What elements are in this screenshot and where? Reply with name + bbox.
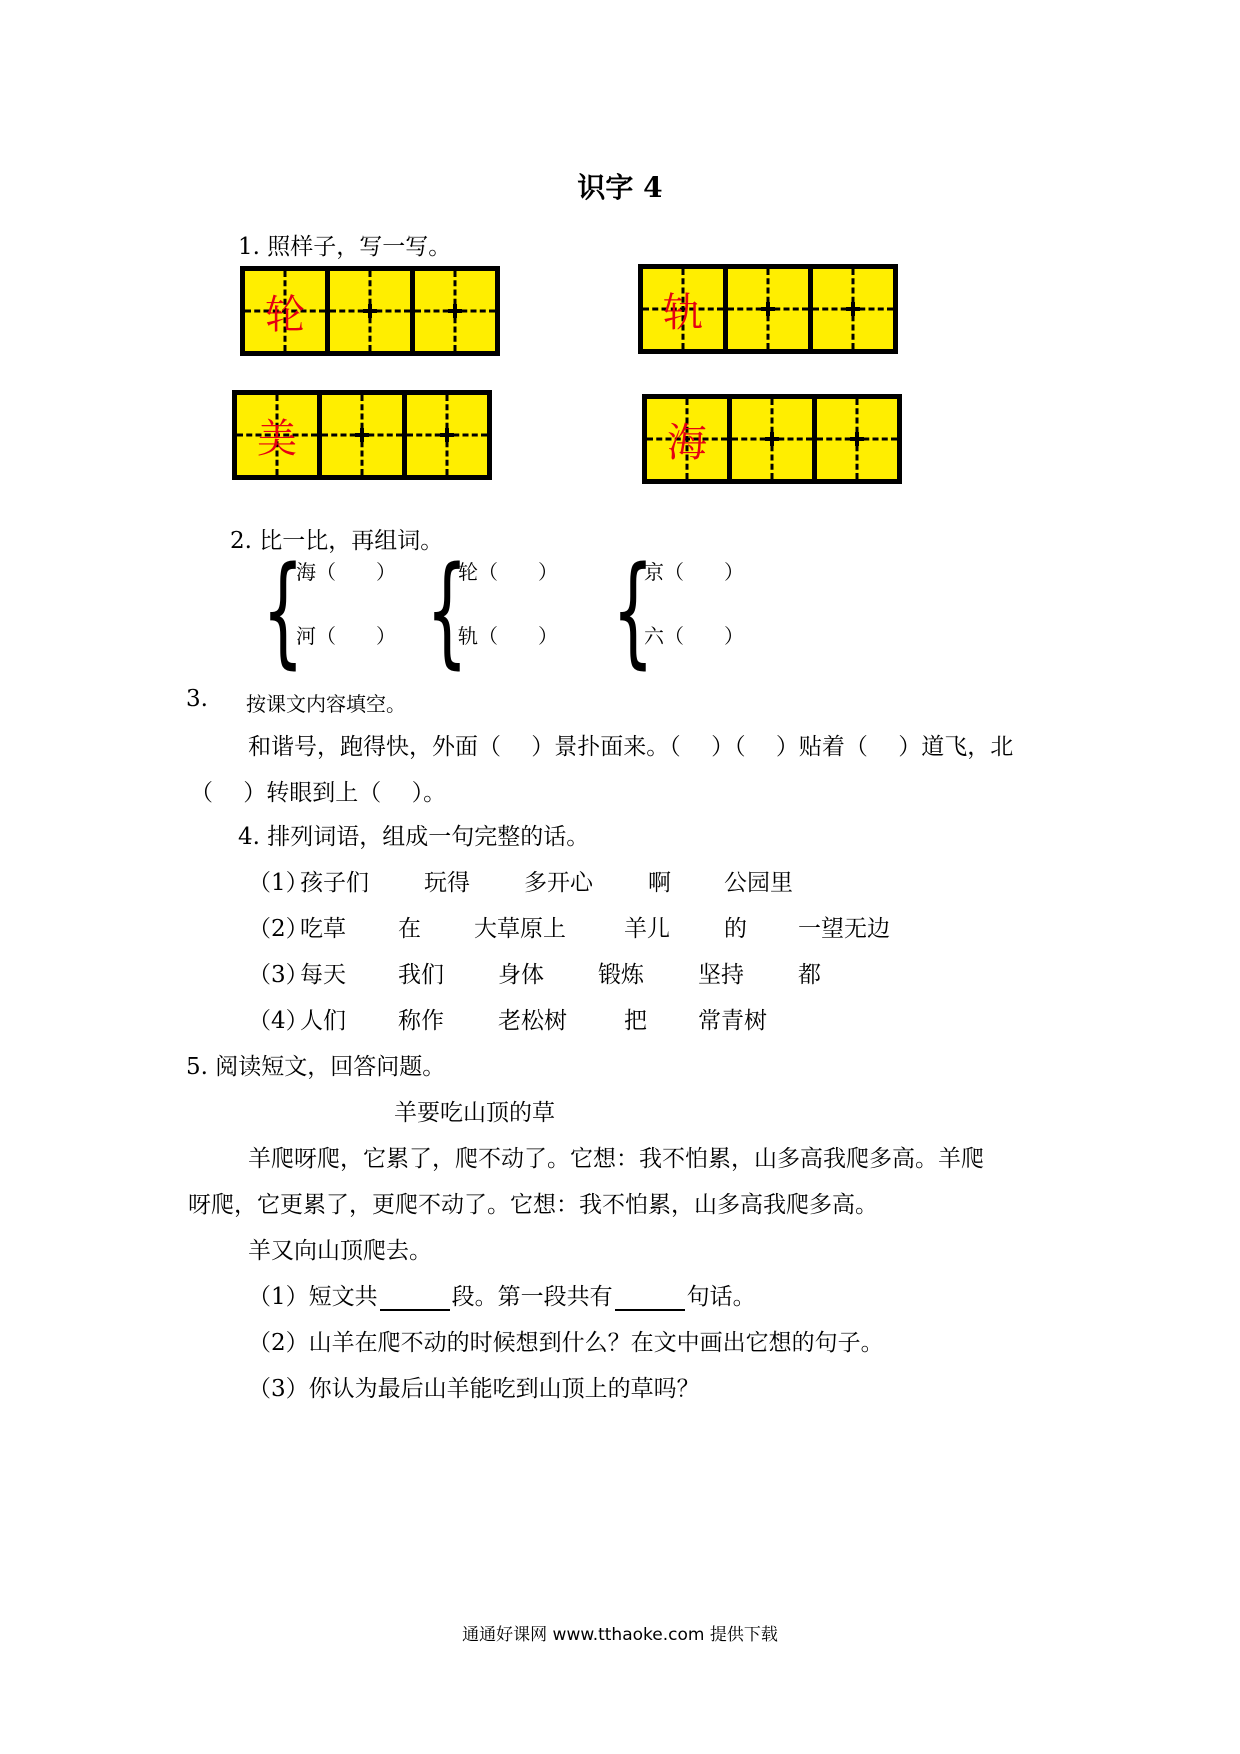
- q5-sub1: [248, 1278, 756, 1311]
- q5-sub2: （2）山羊在爬不动的时候想到什么？在文中画出它想的句子。: [248, 1330, 884, 1356]
- pair-bottom: 六（ ）: [644, 624, 744, 648]
- row-number: （4）: [248, 1008, 309, 1034]
- row-number: （2）: [248, 916, 309, 942]
- row-number: （3）: [248, 962, 309, 988]
- word: 把: [624, 1008, 647, 1034]
- q3-line2: （ ）转眼到上（ ）。: [190, 780, 447, 806]
- q1-label: 1. 照样子，写一写。: [238, 234, 452, 260]
- word: 都: [798, 962, 821, 988]
- word: 锻炼: [598, 962, 644, 988]
- sample-char: 海: [667, 419, 707, 466]
- pair-bottom: 河（ ）: [296, 624, 396, 648]
- grid-cell-sample: [232, 390, 322, 480]
- word: 在: [398, 916, 421, 942]
- sub1-text-b: 段。第一段共有: [451, 1284, 613, 1310]
- pair-bottom: 轨（ ）: [458, 624, 558, 648]
- q4-label: 4. 排列词语，组成一句完整的话。: [238, 824, 590, 850]
- grid-mei: [232, 390, 487, 480]
- word: 的: [724, 916, 747, 942]
- left-brace-icon: {: [426, 542, 468, 681]
- word: 大草原上: [474, 916, 566, 942]
- grid-cell-empty[interactable]: [325, 266, 415, 356]
- passage-title: 羊要吃山顶的草: [394, 1100, 555, 1126]
- passage-line-2: 呀爬，它更累了，更爬不动了。它想：我不怕累，山多高我爬多高。: [188, 1192, 878, 1218]
- grid-cell-empty[interactable]: [727, 394, 817, 484]
- word: 称作: [398, 1008, 444, 1034]
- pair-top: 轮（ ）: [458, 560, 558, 584]
- q5-label: 5. 阅读短文，回答问题。: [186, 1054, 446, 1080]
- word: 一望无边: [798, 916, 890, 942]
- word: 玩得: [424, 870, 470, 896]
- grid-cell-empty[interactable]: [317, 390, 407, 480]
- grid-cell-sample: [638, 264, 728, 354]
- grid-cell-empty[interactable]: [723, 264, 813, 354]
- word: 人们: [300, 1008, 346, 1034]
- sample-char: 轨: [663, 289, 703, 336]
- word: 常青树: [698, 1008, 767, 1034]
- word: 羊儿: [624, 916, 670, 942]
- passage-line-3: 羊又向山顶爬去。: [248, 1238, 432, 1264]
- word: 每天: [300, 962, 346, 988]
- grid-hai: [642, 394, 897, 484]
- passage-line-1: 羊爬呀爬，它累了，爬不动了。它想：我不怕累，山多高我爬多高。羊爬: [248, 1146, 984, 1172]
- sample-char: 美: [257, 415, 297, 462]
- sample-char: 轮: [265, 291, 305, 338]
- grid-cell-empty[interactable]: [410, 266, 500, 356]
- word: 多开心: [524, 870, 593, 896]
- grid-cell-empty[interactable]: [808, 264, 898, 354]
- grid-cell-sample: [642, 394, 732, 484]
- word: 我们: [398, 962, 444, 988]
- q3-line1: 和谐号，跑得快，外面（ ）景扑面来。（ ）（ ）贴着（ ）道飞，北: [248, 734, 1014, 760]
- word: 孩子们: [300, 870, 369, 896]
- q3-number: 3.: [186, 686, 208, 712]
- q3-label: 按课文内容填空。: [246, 692, 406, 716]
- pair-top: 京（ ）: [644, 560, 744, 584]
- word: 老松树: [498, 1008, 567, 1034]
- page-title: 识字 4: [577, 171, 663, 204]
- q5-sub3: （3）你认为最后山羊能吃到山顶上的草吗？: [248, 1376, 700, 1402]
- q2-label: 2. 比一比，再组词。: [230, 528, 444, 554]
- left-brace-icon: {: [262, 542, 304, 681]
- sub1-text-c: 句话。: [686, 1284, 756, 1310]
- grid-gui: [638, 264, 893, 354]
- word: 身体: [498, 962, 544, 988]
- word: 坚持: [698, 962, 744, 988]
- word: 公园里: [724, 870, 793, 896]
- grid-cell-sample: [240, 266, 330, 356]
- grid-cell-empty[interactable]: [812, 394, 902, 484]
- pair-top: 海（ ）: [296, 560, 396, 584]
- answer-blank[interactable]: [380, 1287, 450, 1311]
- grid-lun: [240, 266, 495, 356]
- grid-cell-empty[interactable]: [402, 390, 492, 480]
- word: 啊: [648, 870, 671, 896]
- left-brace-icon: {: [612, 542, 654, 681]
- footer-credit: 通通好课网 www.tthaoke.com 提供下载: [462, 1625, 778, 1645]
- answer-blank[interactable]: [615, 1287, 685, 1311]
- row-number: （1）: [248, 870, 309, 896]
- sub1-text-a: （1）短文共: [248, 1284, 378, 1310]
- word: 吃草: [300, 916, 346, 942]
